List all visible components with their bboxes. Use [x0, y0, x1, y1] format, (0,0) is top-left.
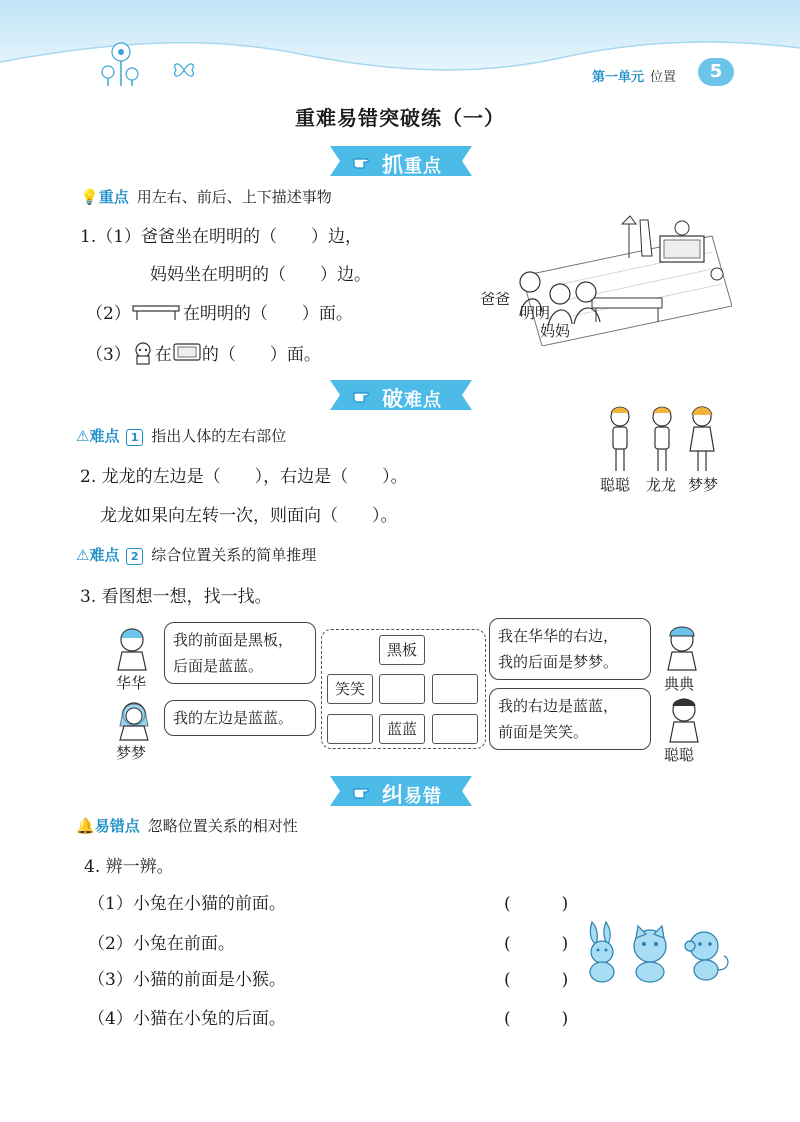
huahua-speech-bubble	[164, 622, 316, 684]
pointing-hand-icon	[352, 385, 376, 405]
pointing-hand-icon	[352, 781, 376, 801]
q4-item-1: （1）小兔在小猫的前面。	[88, 894, 286, 914]
difficult-1-label: 难点	[89, 427, 120, 445]
animals-illustration	[580, 918, 736, 984]
bench-icon	[131, 302, 183, 322]
seat-blank[interactable]	[327, 714, 373, 744]
q4-answer-blank-2[interactable]: ( )	[504, 934, 569, 954]
congcong-line1: 我的右边是蓝蓝，	[498, 697, 619, 715]
q1-line4-mid: 在	[154, 345, 172, 365]
q1-line4	[86, 340, 321, 365]
mengmeng-speech-bubble	[164, 700, 316, 736]
kid-name-mengmeng: 梦梦	[688, 476, 719, 494]
page-title: 重难易错突破练（一）	[295, 106, 505, 130]
q4-item-4: （4）小猫在小兔的后面。	[88, 1009, 286, 1029]
name-diandian: 典典	[664, 675, 695, 693]
difficult-point-1-heading	[76, 425, 286, 446]
difficult-2-number: 2	[126, 548, 143, 565]
warning-icon: ⚠	[76, 546, 90, 564]
page-number: 5	[698, 58, 734, 86]
huahua-line1: 我的前面是黑板，	[173, 631, 294, 649]
banner-key-rest: 重点	[404, 156, 442, 177]
q1-line3	[86, 299, 353, 324]
robot-toy-icon	[131, 341, 155, 365]
difficult-1-desc: 指出人体的左右部位	[151, 427, 287, 445]
warning-icon: ⚠	[76, 427, 90, 445]
congcong-avatar	[662, 694, 706, 744]
label-mingming: 明明	[520, 304, 551, 322]
q4-item-2: （2）小兔在前面。	[88, 934, 235, 954]
three-kids-illustration	[602, 405, 722, 475]
banner-common-mistakes	[330, 776, 472, 806]
q2-line2: 龙龙如果向左转一次，则面向（ ）。	[100, 506, 398, 526]
name-congcong: 聪聪	[664, 746, 695, 764]
unit-label	[592, 66, 676, 85]
congcong-line2: 前面是笑笑。	[498, 723, 589, 741]
q4-answer-blank-3[interactable]: ( )	[504, 970, 569, 990]
butterfly-icon	[172, 60, 196, 80]
q1-line3-post: 在明明的（ ）面。	[182, 304, 353, 324]
label-dad: 爸爸	[480, 290, 511, 308]
banner-mistake-rest: 易错	[404, 786, 442, 807]
unit-topic: 位置	[650, 70, 677, 85]
mistake-desc: 忽略位置关系的相对性	[147, 817, 298, 835]
q4-title: 4. 辨一辨。	[84, 857, 174, 877]
key-point-desc: 用左右、前后、上下描述事物	[136, 188, 332, 206]
difficult-1-number: 1	[126, 429, 143, 446]
q1-line2: 妈妈坐在明明的（ ）边。	[150, 265, 371, 285]
seat-blank[interactable]	[379, 674, 425, 704]
q1-line4-pre: （3）	[86, 345, 131, 365]
diandian-avatar	[660, 622, 704, 672]
unit-name: 第一单元	[592, 70, 645, 85]
q4-answer-blank-1[interactable]: ( )	[504, 894, 569, 914]
banner-difficult-rest: 难点	[404, 390, 442, 411]
key-point-label: 重点	[98, 188, 129, 206]
seat-xiaoxiao: 笑笑	[327, 674, 373, 704]
bulb-icon: 💡	[80, 188, 99, 206]
difficult-point-2-heading	[76, 544, 316, 565]
q1-line4-post: 的（ ）面。	[201, 345, 321, 365]
difficult-2-label: 难点	[89, 546, 120, 564]
banner-difficult-points	[330, 380, 472, 410]
seat-lanlan: 蓝蓝	[379, 714, 425, 744]
name-huahua: 华华	[116, 674, 147, 692]
seat-blank[interactable]	[432, 714, 478, 744]
tv-icon	[172, 342, 202, 364]
seat-blackboard: 黑板	[379, 635, 425, 665]
kid-name-longlong: 龙龙	[646, 476, 677, 494]
difficult-2-desc: 综合位置关系的简单推理	[151, 546, 317, 564]
diandian-line1: 我在华华的右边，	[498, 627, 619, 645]
mistake-point-heading	[76, 815, 298, 836]
q4-item-3: （3）小猫的前面是小猴。	[88, 970, 286, 990]
mistake-label: 易错点	[94, 817, 140, 835]
label-mom: 妈妈	[540, 322, 571, 340]
huahua-avatar	[112, 624, 156, 672]
mengmeng-avatar	[114, 700, 158, 742]
banner-key-points	[330, 146, 472, 176]
q1-line3-pre: （2）	[86, 304, 131, 324]
mengmeng-line1: 我的左边是蓝蓝。	[173, 709, 294, 727]
key-point-heading	[80, 186, 332, 207]
banner-mistake-big: 纠	[382, 783, 404, 807]
seat-blank[interactable]	[432, 674, 478, 704]
banner-key-big: 抓	[382, 153, 404, 177]
q1-line1: 1.（1）爸爸坐在明明的（ ）边，	[80, 227, 363, 247]
q4-answer-blank-4[interactable]: ( )	[504, 1009, 569, 1029]
q2-line1: 2. 龙龙的左边是（ ），右边是（ ）。	[80, 467, 408, 487]
pointing-hand-icon	[352, 151, 376, 171]
congcong-speech-bubble	[489, 688, 651, 750]
bell-icon: 🔔	[76, 817, 95, 835]
flower-decoration-icon	[96, 38, 146, 88]
huahua-line2: 后面是蓝蓝。	[173, 657, 264, 675]
diandian-speech-bubble	[489, 618, 651, 680]
q3-line1: 3. 看图想一想，找一找。	[80, 587, 272, 607]
name-mengmeng: 梦梦	[116, 744, 147, 762]
kid-name-congcong: 聪聪	[600, 476, 631, 494]
diandian-line2: 我的后面是梦梦。	[498, 653, 619, 671]
banner-difficult-big: 破	[382, 387, 404, 411]
